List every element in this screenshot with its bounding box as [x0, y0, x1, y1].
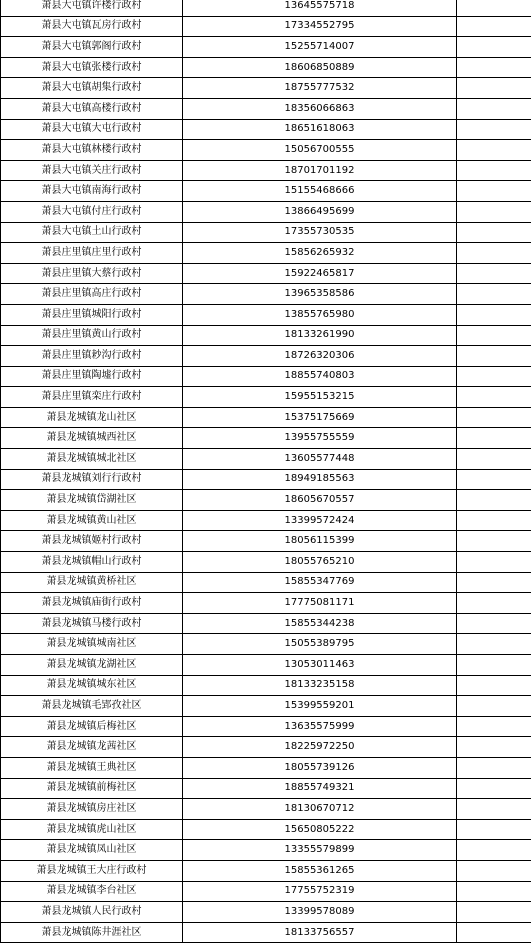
phone-number-cell: 18701701192 — [183, 160, 457, 181]
village-name-cell: 萧县龙城镇龙山社区 — [1, 407, 183, 428]
table-row — [1, 696, 531, 717]
phone-number-cell: 18606850889 — [183, 57, 457, 78]
phone-number-cell: 15856265932 — [183, 243, 457, 264]
phone-number-cell: 18133756557 — [183, 922, 457, 943]
village-name-cell: 萧县庄里镇栾庄行政村 — [1, 387, 183, 408]
phone-number-cell: 18133261990 — [183, 325, 457, 346]
empty-cell — [457, 325, 531, 346]
phone-number-cell: 18356066863 — [183, 98, 457, 119]
phone-number-cell: 15855347769 — [183, 572, 457, 593]
village-name-cell: 萧县大屯镇林楼行政村 — [1, 140, 183, 161]
table-row — [1, 716, 531, 737]
village-name-cell: 萧县龙城镇龙茜社区 — [1, 737, 183, 758]
empty-cell — [457, 902, 531, 923]
table-row — [1, 181, 531, 202]
village-name-cell: 萧县庄里镇耖沟行政村 — [1, 346, 183, 367]
empty-cell — [457, 716, 531, 737]
table-row — [1, 222, 531, 243]
table-row — [1, 799, 531, 820]
village-name-cell: 萧县龙城镇王典社区 — [1, 757, 183, 778]
phone-number-cell: 13866495699 — [183, 201, 457, 222]
phone-number-cell: 13965358586 — [183, 284, 457, 305]
village-name-cell: 萧县庄里镇大蔡行政村 — [1, 263, 183, 284]
phone-number-cell: 15155468666 — [183, 181, 457, 202]
village-name-cell: 萧县龙城镇城北社区 — [1, 449, 183, 470]
empty-cell — [457, 201, 531, 222]
table-row — [1, 490, 531, 511]
empty-cell — [457, 840, 531, 861]
village-name-cell: 萧县龙城镇城东社区 — [1, 675, 183, 696]
empty-cell — [457, 510, 531, 531]
table-row — [1, 366, 531, 387]
table-row — [1, 737, 531, 758]
phone-number-cell: 15855344238 — [183, 613, 457, 634]
village-name-cell: 萧县大屯镇高楼行政村 — [1, 98, 183, 119]
empty-cell — [457, 469, 531, 490]
village-name-cell: 萧县庄里镇黄山行政村 — [1, 325, 183, 346]
table-row — [1, 881, 531, 902]
village-name-cell: 萧县龙城镇黄山社区 — [1, 510, 183, 531]
phone-number-cell: 13955755559 — [183, 428, 457, 449]
empty-cell — [457, 428, 531, 449]
village-name-cell: 萧县龙城镇李台社区 — [1, 881, 183, 902]
empty-cell — [457, 860, 531, 881]
table-row — [1, 613, 531, 634]
village-name-cell: 萧县龙城镇姬村行政村 — [1, 531, 183, 552]
table-row — [1, 243, 531, 264]
empty-cell — [457, 284, 531, 305]
table-row — [1, 593, 531, 614]
phone-number-cell: 17775081171 — [183, 593, 457, 614]
phone-number-cell: 18755777532 — [183, 78, 457, 99]
village-name-cell: 萧县龙城镇人民行政村 — [1, 902, 183, 923]
phone-number-cell: 15399559201 — [183, 696, 457, 717]
village-name-cell: 萧县龙城镇龙湖社区 — [1, 655, 183, 676]
empty-cell — [457, 243, 531, 264]
phone-number-cell: 17334552795 — [183, 16, 457, 37]
phone-number-cell: 15055389795 — [183, 634, 457, 655]
phone-number-cell: 15375175669 — [183, 407, 457, 428]
village-name-cell: 萧县大屯镇南海行政村 — [1, 181, 183, 202]
table-row — [1, 325, 531, 346]
table-row — [1, 634, 531, 655]
table-row — [1, 201, 531, 222]
table-row — [1, 819, 531, 840]
phone-number-cell: 18855749321 — [183, 778, 457, 799]
table-row — [1, 552, 531, 573]
table-row — [1, 0, 531, 16]
empty-cell — [457, 98, 531, 119]
table-row — [1, 922, 531, 943]
empty-cell — [457, 16, 531, 37]
empty-cell — [457, 366, 531, 387]
table-row — [1, 428, 531, 449]
village-name-cell: 萧县大屯镇瓦房行政村 — [1, 16, 183, 37]
village-name-cell: 萧县庄里镇庄里行政村 — [1, 243, 183, 264]
village-name-cell: 萧县龙城镇王大庄行政村 — [1, 860, 183, 881]
table-row — [1, 119, 531, 140]
table-row — [1, 860, 531, 881]
empty-cell — [457, 490, 531, 511]
phone-number-cell: 18055765210 — [183, 552, 457, 573]
village-name-cell: 萧县大屯镇土山行政村 — [1, 222, 183, 243]
village-name-cell: 萧县大屯镇许楼行政村 — [1, 0, 183, 16]
phone-number-cell: 18130670712 — [183, 799, 457, 820]
table-row — [1, 78, 531, 99]
empty-cell — [457, 181, 531, 202]
table-row — [1, 757, 531, 778]
village-name-cell: 萧县龙城镇黄桥社区 — [1, 572, 183, 593]
phone-number-cell: 13635575999 — [183, 716, 457, 737]
village-name-cell: 萧县龙城镇城西社区 — [1, 428, 183, 449]
empty-cell — [457, 0, 531, 16]
table-row — [1, 284, 531, 305]
phone-number-cell: 18605670557 — [183, 490, 457, 511]
village-name-cell: 萧县龙城镇马楼行政村 — [1, 613, 183, 634]
village-name-cell: 萧县庄里镇城阳行政村 — [1, 304, 183, 325]
table-row — [1, 16, 531, 37]
empty-cell — [457, 387, 531, 408]
village-name-cell: 萧县龙城镇虎山社区 — [1, 819, 183, 840]
empty-cell — [457, 634, 531, 655]
village-name-cell: 萧县龙城镇后梅社区 — [1, 716, 183, 737]
village-name-cell: 萧县大屯镇关庄行政村 — [1, 160, 183, 181]
table-row — [1, 902, 531, 923]
village-name-cell: 萧县龙城镇前梅社区 — [1, 778, 183, 799]
phone-number-cell: 13053011463 — [183, 655, 457, 676]
empty-cell — [457, 119, 531, 140]
table-row — [1, 407, 531, 428]
phone-number-cell: 18133235158 — [183, 675, 457, 696]
empty-cell — [457, 572, 531, 593]
phone-number-cell: 13605577448 — [183, 449, 457, 470]
village-name-cell: 萧县龙城镇城南社区 — [1, 634, 183, 655]
table-row — [1, 263, 531, 284]
village-name-cell: 萧县大屯镇张楼行政村 — [1, 57, 183, 78]
empty-cell — [457, 263, 531, 284]
phone-number-cell: 13399578089 — [183, 902, 457, 923]
table-row — [1, 572, 531, 593]
table-row — [1, 160, 531, 181]
phone-number-cell: 15255714007 — [183, 37, 457, 58]
empty-cell — [457, 922, 531, 943]
empty-cell — [457, 304, 531, 325]
phone-number-cell: 15922465817 — [183, 263, 457, 284]
empty-cell — [457, 778, 531, 799]
village-name-cell: 萧县大屯镇付庄行政村 — [1, 201, 183, 222]
table-row — [1, 37, 531, 58]
empty-cell — [457, 675, 531, 696]
table-row — [1, 469, 531, 490]
village-name-cell: 萧县庄里镇陶墟行政村 — [1, 366, 183, 387]
village-name-cell: 萧县龙城镇庙街行政村 — [1, 593, 183, 614]
empty-cell — [457, 37, 531, 58]
table-row — [1, 346, 531, 367]
table-row — [1, 675, 531, 696]
table-row — [1, 449, 531, 470]
empty-cell — [457, 881, 531, 902]
phone-number-cell: 15056700555 — [183, 140, 457, 161]
table-row — [1, 387, 531, 408]
village-name-cell: 萧县大屯镇大屯行政村 — [1, 119, 183, 140]
phone-number-cell: 18651618063 — [183, 119, 457, 140]
village-name-cell: 萧县龙城镇房庄社区 — [1, 799, 183, 820]
table-row — [1, 140, 531, 161]
empty-cell — [457, 819, 531, 840]
empty-cell — [457, 757, 531, 778]
empty-cell — [457, 407, 531, 428]
table-row — [1, 98, 531, 119]
phone-number-cell: 18225972250 — [183, 737, 457, 758]
village-name-cell: 萧县大屯镇胡集行政村 — [1, 78, 183, 99]
contact-table-body — [1, 0, 531, 943]
phone-number-cell: 13645575718 — [183, 0, 457, 16]
village-name-cell: 萧县龙城镇刘行行政村 — [1, 469, 183, 490]
table-row — [1, 655, 531, 676]
phone-number-cell: 13399572424 — [183, 510, 457, 531]
table-row — [1, 531, 531, 552]
village-name-cell: 萧县庄里镇高庄行政村 — [1, 284, 183, 305]
phone-number-cell: 13855765980 — [183, 304, 457, 325]
empty-cell — [457, 160, 531, 181]
table-row — [1, 778, 531, 799]
phone-number-cell: 15650805222 — [183, 819, 457, 840]
empty-cell — [457, 552, 531, 573]
empty-cell — [457, 593, 531, 614]
phone-number-cell: 18726320306 — [183, 346, 457, 367]
village-name-cell: 萧县龙城镇陈井涯社区 — [1, 922, 183, 943]
empty-cell — [457, 140, 531, 161]
village-name-cell: 萧县龙城镇帽山行政村 — [1, 552, 183, 573]
phone-number-cell: 13355579899 — [183, 840, 457, 861]
empty-cell — [457, 222, 531, 243]
village-name-cell: 萧县大屯镇郭阁行政村 — [1, 37, 183, 58]
phone-number-cell: 15855361265 — [183, 860, 457, 881]
phone-number-cell: 18055739126 — [183, 757, 457, 778]
phone-number-cell: 17355730535 — [183, 222, 457, 243]
empty-cell — [457, 449, 531, 470]
phone-number-cell: 18855740803 — [183, 366, 457, 387]
phone-number-cell: 18056115399 — [183, 531, 457, 552]
empty-cell — [457, 737, 531, 758]
table-row — [1, 510, 531, 531]
phone-number-cell: 18949185563 — [183, 469, 457, 490]
empty-cell — [457, 57, 531, 78]
empty-cell — [457, 346, 531, 367]
empty-cell — [457, 696, 531, 717]
village-name-cell: 萧县龙城镇凤山社区 — [1, 840, 183, 861]
empty-cell — [457, 613, 531, 634]
empty-cell — [457, 799, 531, 820]
village-name-cell: 萧县龙城镇毛郢孜社区 — [1, 696, 183, 717]
empty-cell — [457, 531, 531, 552]
table-row — [1, 57, 531, 78]
village-name-cell: 萧县龙城镇岱湖社区 — [1, 490, 183, 511]
phone-number-cell: 17755752319 — [183, 881, 457, 902]
table-row — [1, 840, 531, 861]
empty-cell — [457, 655, 531, 676]
empty-cell — [457, 78, 531, 99]
table-row — [1, 304, 531, 325]
phone-number-cell: 15955153215 — [183, 387, 457, 408]
